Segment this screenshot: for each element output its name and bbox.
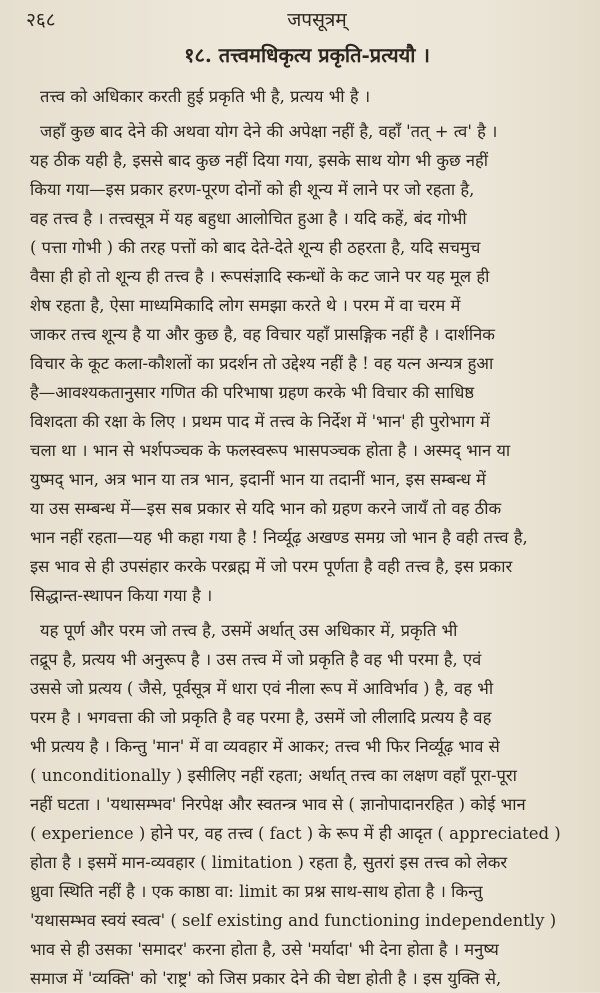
running-head: जपसूत्रम् — [287, 9, 347, 31]
text-line: यह पूर्ण और परम जो तत्त्व है, उसमें अर्थात् उस अधिकार में, प्रकृति भी — [40, 621, 458, 640]
text-line: तद्रूप है, प्रत्यय भी अनुरूप है । उस तत्त्व में जो प्रकृति है वह भी परमा है, एवं — [30, 650, 482, 669]
text-line: युष्मद् भान, अत्र भान या तत्र भान, इदानीं भान या तदानीं भान, इस सम्बन्ध में — [30, 470, 486, 489]
text-line: यह ठीक यही है, इससे बाद कुछ नहीं दिया गया, इसके साथ योग भी कुछ नहीं — [30, 151, 489, 170]
text-line: होता है । इसमें मान-व्यवहार ( limitation ) रहता है, सुतरां इस तत्त्व को लेकर — [30, 853, 508, 872]
text-line: शेष रहता है, ऐसा माध्यमिकादि लोग समझा करते थे । परम में वा चरम में — [30, 296, 461, 315]
text-line: किया गया—इस प्रकार हरण-पूरण दोनों को ही शून्य में लाने पर जो रहता है, — [30, 180, 475, 199]
text-line: परम है । भगवत्ता की जो प्रकृति है वह परमा है, उसमें जो लीलादि प्रत्यय है वह — [30, 708, 492, 727]
page-number: २६८ — [26, 9, 56, 31]
text-line: है—आवश्यकतानुसार गणित की परिभाषा ग्रहण करके भी विचार की साधिष्ठ — [30, 383, 475, 402]
text-line: जहाँ कुछ बाद देने की अथवा योग देने की अपेक्षा नहीं है, वहाँ 'तत् + त्व' है । — [40, 122, 498, 141]
text-line: समाज में 'व्यक्ति' को 'राष्ट्र' को जिस प्रकार देने की चेष्टा होती है । इस युक्ति से, — [30, 969, 502, 988]
text-line: चला था । भान से भर्शपञ्चक के फलस्वरूप भासपञ्चक होता है । अस्मद् भान या — [30, 441, 511, 460]
paragraph — [30, 82, 584, 111]
text-line: तत्त्व को अधिकार करती हुई प्रकृति भी है, प्रत्यय भी है । — [40, 87, 371, 106]
text-line: ( पत्ता गोभी ) की तरह पत्तों को बाद देते-देते शून्य ही ठहरता है, यदि सचमुच — [30, 238, 481, 257]
text-line: नहीं घटता । 'यथासम्भव' निरपेक्ष और स्वतन्त्र भाव से ( ज्ञानोपादानरहित ) कोई भान — [30, 795, 526, 814]
text-line: भान नहीं रहता—यह भी कहा गया है ! निर्व्यूढ़ अखण्ड समग्र जो भान है वही तत्त्व है, — [30, 528, 528, 547]
text-line: जाकर तत्त्व शून्य है या और कुछ है, वह विचार यहाँ प्रासङ्गिक नहीं है । दार्शनिक — [30, 325, 495, 344]
body-text — [30, 82, 584, 993]
text-line: ( experience ) होने पर, वह तत्त्व ( fact ) के रूप में ही आदृत ( appreciated ) — [30, 824, 561, 843]
paragraph — [30, 616, 584, 993]
text-line: ध्रुवा स्थिति नहीं है । एक काष्ठा वा: limit का प्रश्न साथ-साथ होता है । किन्तु — [30, 882, 483, 901]
paragraph — [30, 117, 584, 610]
text-line: ( unconditionally ) इसीलिए नहीं रहता; अर्थात् तत्त्व का लक्षण वहाँ पूरा-पूरा — [30, 766, 517, 785]
section-heading: १८. तत्त्वमधिकृत्य प्रकृति-प्रत्ययौ । — [184, 43, 430, 67]
text-line: विचार के कूट कला-कौशलों का प्रदर्शन तो उद्देश्य नहीं है ! वह यत्न अन्यत्र हुआ — [30, 354, 494, 373]
text-line: सिद्धान्त-स्थापन किया गया है । — [30, 586, 213, 605]
page-header — [26, 4, 584, 32]
text-line: या उस सम्बन्ध में—इस सब प्रकार से यदि भान को ग्रहण करने जायँ तो वह ठीक — [30, 499, 502, 518]
text-line: उससे जो प्रत्यय ( जैसे, पूर्वसूत्र में धारा एवं नीला रूप में आविर्भाव ) है, वह भी — [30, 679, 494, 698]
text-line: वह तत्त्व है । तत्त्वसूत्र में यह बहुधा आलोचित हुआ है । यदि कहें, बंद गोभी — [30, 209, 467, 228]
text-line: इस भाव से ही उपसंहार करके परब्रह्म में जो परम पूर्णता है वही तत्त्व है, इस प्रकार — [30, 557, 513, 576]
text-line: विशदता की रक्षा के लिए । प्रथम पाद में तत्त्व के निर्देश में 'भान' ही पुरोभाग में — [30, 412, 490, 431]
text-line: भाव से ही उसका 'समादर' करना होता है, उसे 'मर्यादा' भी देना होता है । मनुष्य — [30, 940, 499, 959]
text-line: वैसा ही हो तो शून्य ही तत्त्व है । रूपसंज्ञादि स्कन्धों के कट जाने पर यह मूल ही — [30, 267, 490, 286]
text-line: भी प्रत्यय है । किन्तु 'मान' में वा व्यवहार में आकर; तत्त्व भी फिर निर्व्यूढ़ भाव से — [30, 737, 500, 756]
text-line: 'यथासम्भव स्वयं स्वत्व' ( self existing and functioning independently ) — [30, 911, 557, 930]
